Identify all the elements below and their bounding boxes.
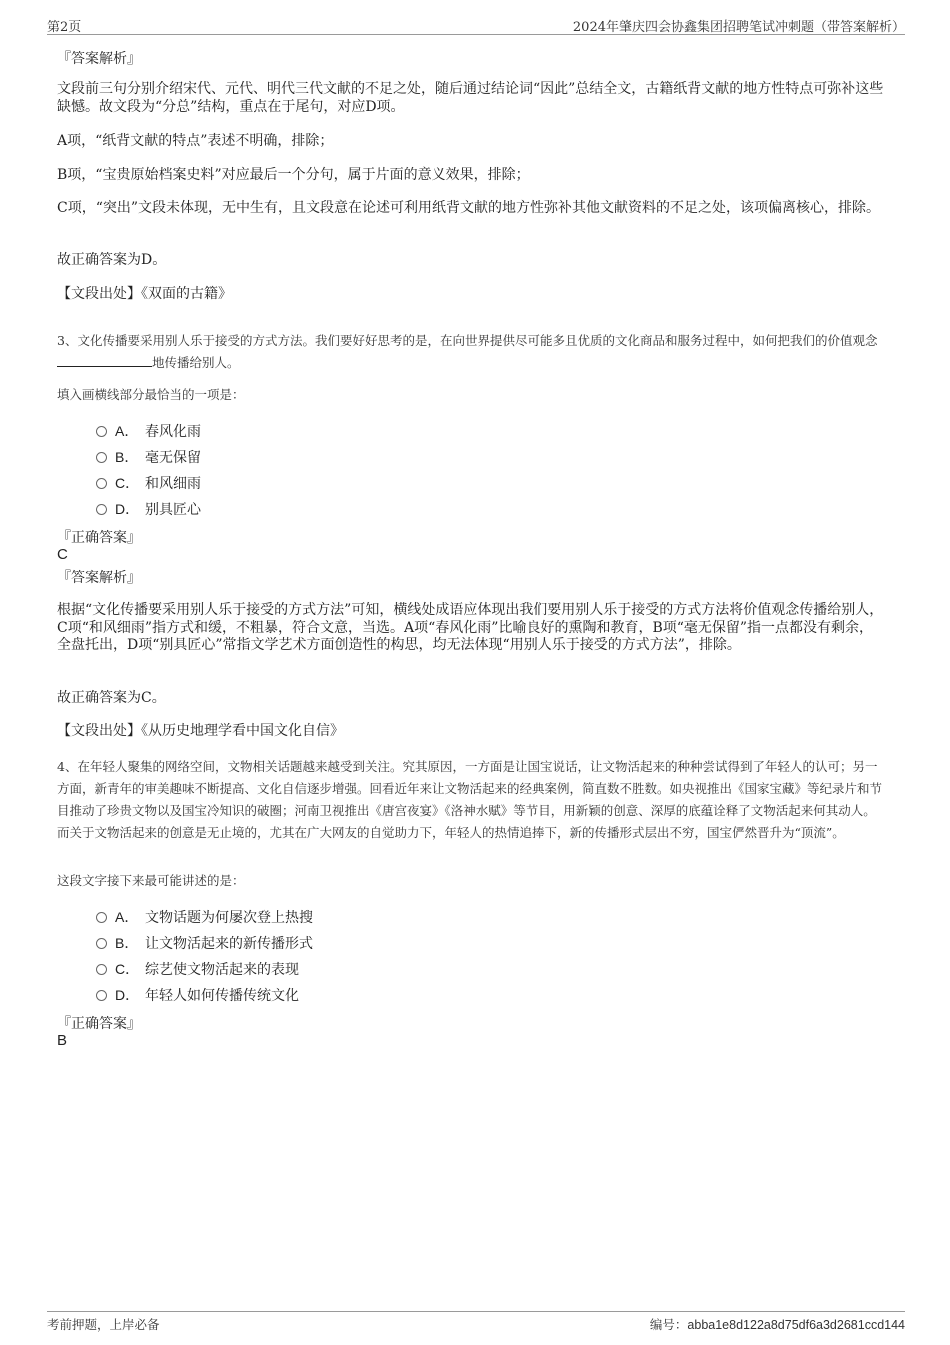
q3-analysis-label: 『答案解析』 [57,570,141,586]
q4-option-c[interactable] [96,959,299,979]
footer-slogan: 考前押题，上岸必备 [47,1317,160,1332]
q3-prompt: 填入画横线部分最恰当的一项是： [57,387,245,402]
option-letter: D． [115,987,140,1003]
q4-option-b[interactable] [96,933,313,953]
q3-answer: C [57,546,68,563]
q2-note-c: C项，“突出”文段未体现，无中生有，且文段意在论述可利用纸背文献的地方性弥补其他文献资料的不足之处，该项偏离核心，排除。 [57,200,881,216]
option-letter: B． [115,449,139,465]
radio-icon[interactable] [96,426,107,437]
q3-analysis: 根据“文化传播要采用别人乐于接受的方式方法”可知，横线处成语应体现出我们要用别人乐于接受的方式方法将价值观念传播给别人，C项“和风细雨”指方式和缓，不粗暴，符合文意，当选。A项“春风化雨”比喻良好的熏陶和教育，B项“毫无保留”指一点都没有剩余，全盘托出，D项“别具匠心”常指文学艺术方面创造性的构思，均无法体现“用别人乐于接受的方式方法”，排除。 [57,602,884,653]
option-letter: A． [115,909,139,925]
q2-note-a: A项，“纸背文献的特点”表述不明确，排除； [57,133,334,149]
q3-fill-blank [57,354,152,367]
option-text: 文物话题为何屡次登上热搜 [145,910,313,926]
radio-icon[interactable] [96,478,107,489]
document-code [650,1315,905,1333]
q4-option-a[interactable] [96,907,313,927]
q2-analysis: 文段前三句分别介绍宋代、元代、明代三代文献的不足之处，随后通过结论词“因此”总结全文，古籍纸背文献的地方性特点可弥补这些缺憾。故文段为“分总”结构，重点在于尾句，对应D项。 [57,81,884,115]
radio-icon[interactable] [96,938,107,949]
option-letter: D． [115,501,140,517]
q2-conclusion: 故正确答案为D。 [57,252,167,268]
q3-option-c[interactable] [96,473,201,493]
radio-icon[interactable] [96,912,107,923]
page-footer [47,1311,905,1332]
q2-source: 【文段出处】《双面的古籍》 [57,286,232,302]
radio-icon[interactable] [96,452,107,463]
option-letter: C． [115,961,140,977]
option-text: 综艺使文物活起来的表现 [145,962,299,978]
option-text: 别具匠心 [145,502,201,518]
option-text: 年轻人如何传播传统文化 [145,988,299,1004]
option-text: 春风化雨 [145,424,201,440]
q4-answer-label: 『正确答案』 [57,1016,141,1032]
page-header [47,14,905,35]
code-value: abba1e8d122a8d75df6a3d2681ccd144 [687,1318,905,1332]
radio-icon[interactable] [96,504,107,515]
q3-stem-after: 地传播给别人。 [152,355,240,370]
q3-stem [57,330,887,374]
option-text: 让文物活起来的新传播形式 [145,936,313,952]
q4-option-d[interactable] [96,985,299,1005]
q2-analysis-label: 『答案解析』 [57,51,141,67]
option-text: 毫无保留 [145,450,201,466]
option-text: 和风细雨 [145,476,201,492]
radio-icon[interactable] [96,964,107,975]
q3-option-b[interactable] [96,447,201,467]
q3-conclusion: 故正确答案为C。 [57,690,166,706]
q3-answer-label: 『正确答案』 [57,530,141,546]
option-letter: B． [115,935,139,951]
q3-option-d[interactable] [96,499,201,519]
q3-source: 【文段出处】《从历史地理学看中国文化自信》 [57,723,344,739]
q3-stem-before: 3、文化传播要采用别人乐于接受的方式方法。我们要好好思考的是，在向世界提供尽可能多且优质的文化商品和服务过程中，如何把我们的价值观念 [57,333,878,348]
option-letter: C． [115,475,140,491]
option-letter: A． [115,423,139,439]
page-number: 第2页 [47,20,82,35]
q4-stem: 4、在年轻人聚集的网络空间，文物相关话题越来越受到关注。究其原因，一方面是让国宝说话，让文物活起来的种种尝试得到了年轻人的认可；另一方面，新青年的审美趣味不断提高、文化自信逐步增强。回看近年来让文物活起来的经典案例，简直数不胜数。如央视推出《国家宝藏》等纪录片和节目推动了珍贵文物以及国宝冷知识的破圈；河南卫视推出《唐宫夜宴》《洛神水赋》等节目，用新颖的创意、深厚的底蕴诠释了文物活起来何其动人。而关于文物活起来的创意是无止境的，尤其在广大网友的自觉助力下，年轻人的热情追捧下，新的传播形式层出不穷，国宝俨然晋升为“顶流”。 [57,759,883,840]
q3-option-a[interactable] [96,421,201,441]
document-title: 2024年肇庆四会协鑫集团招聘笔试冲刺题（带答案解析） [572,20,905,35]
q4-answer: B [57,1032,68,1049]
radio-icon[interactable] [96,990,107,1001]
q2-note-b: B项，“宝贵原始档案史料”对应最后一个分句，属于片面的意义效果，排除； [57,167,530,183]
q4-prompt: 这段文字接下来最可能讲述的是： [57,873,245,888]
code-label: 编号： [649,1317,688,1332]
